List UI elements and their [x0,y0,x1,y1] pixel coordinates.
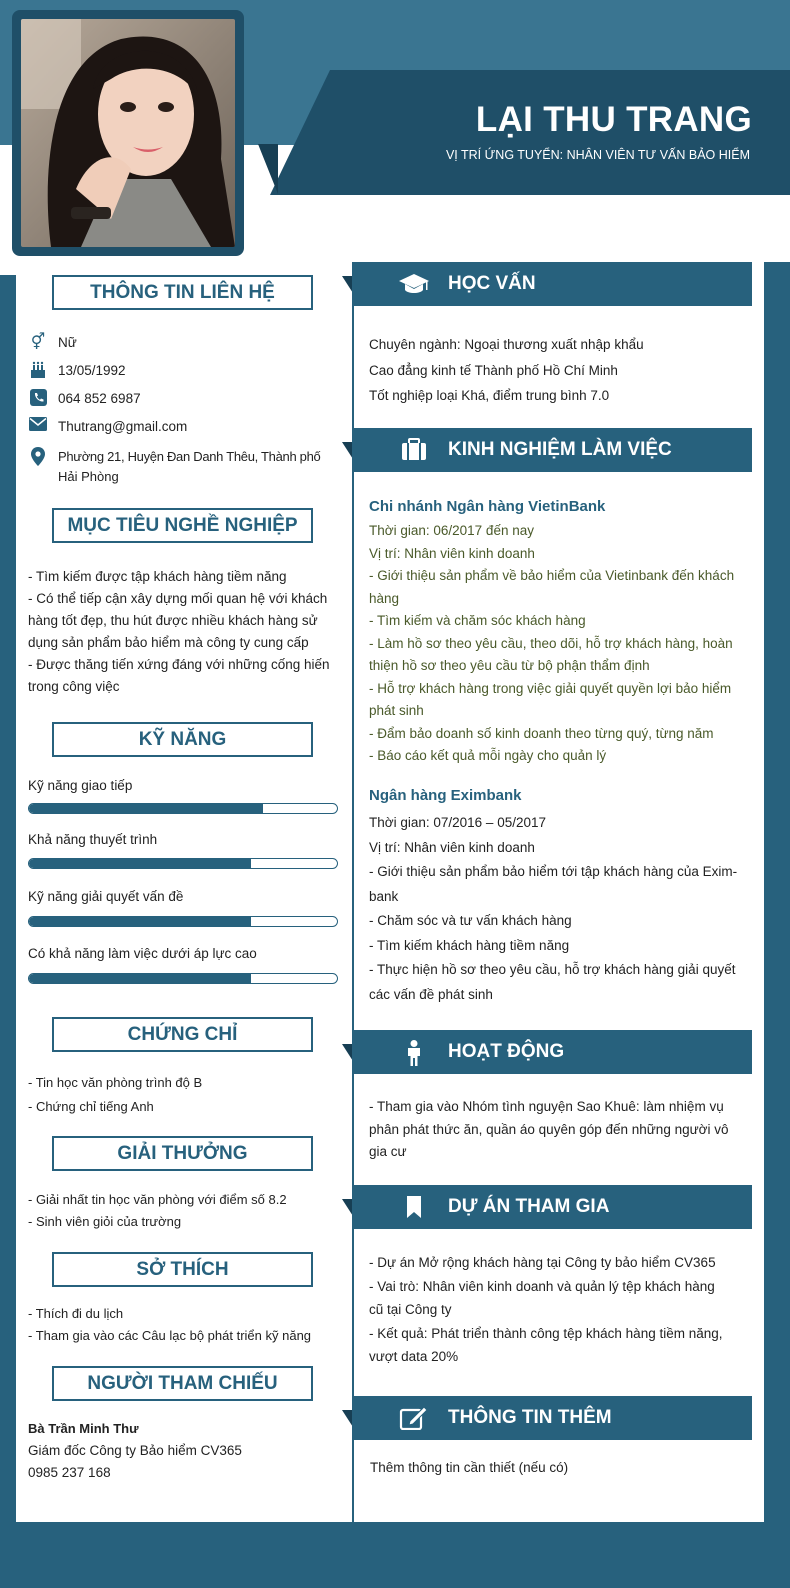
email-icon [28,417,48,437]
objective-line: hàng tốt đẹp, thu hút được nhiều khách hàng sử [28,613,318,628]
project-line: - Kết quả: Phát triển thành công tệp khách hàng tiềm năng, [369,1325,723,1341]
applied-position: VỊ TRÍ ỨNG TUYỂN: NHÂN VIÊN TƯ VẤN BẢO HIỂM [445,148,750,162]
job1-line: thiện hồ sơ theo yêu cầu từ bộ phận thẩm định [369,658,650,673]
project-line: - Dự án Mở rộng khách hàng tại Công ty bảo hiểm CV365 [369,1255,716,1270]
profile-photo-frame [12,10,244,256]
skill-label: Khả năng thuyết trình [28,832,158,847]
activity-line: gia cư [369,1144,407,1159]
job1-line: phát sinh [369,703,424,718]
address-line-2: Hải Phòng [58,469,119,484]
activities-header [352,1030,752,1074]
objective-line: - Có thể tiếp cận xây dựng mối quan hệ với khách [28,591,328,606]
hobby-item: - Tham gia vào các Câu lạc bộ phát triển kỹ năng [28,1328,312,1343]
gender-icon: ⚥ [30,334,46,351]
certificate-item: - Chứng chỉ tiếng Anh [28,1099,154,1114]
job1-line: - Làm hồ sơ theo yêu cầu, theo dõi, hỗ trợ khách hàng, hoàn [369,635,733,651]
project-line: - Vai trò: Nhân viên kinh doanh và quản lý tệp khách hàng [369,1278,715,1294]
job1-line: hàng [369,590,400,606]
job1-details [369,520,741,768]
graduation-cap-icon [398,272,430,296]
frame-right-inner [752,262,764,1522]
job2-line: - Giới thiệu sản phẩm bảo hiểm tới tập khách hàng của Exim- [369,864,738,879]
experience-heading: KINH NGHIỆM LÀM VIỆC [448,439,672,460]
activity-line: - Tham gia vào Nhóm tình nguyện Sao Khuê: làm nhiệm vụ [369,1099,724,1114]
hobbies-heading: SỞ THÍCH [52,1252,313,1287]
phone-icon [28,389,48,409]
profile-photo [21,19,235,247]
awards-list [28,1189,287,1233]
skill-bar [28,973,338,984]
certificates-list [28,1071,202,1119]
phone-value: 064 852 6987 [58,391,141,406]
frame-left [0,275,16,1588]
job1-line: - Hỗ trợ khách hàng trong việc giải quyết quyền lợi bảo hiểm [369,680,732,696]
education-heading: HỌC VẤN [448,273,536,294]
skill-bar-fill [29,804,263,813]
education-header [352,262,752,306]
skill-label: Kỹ năng giải quyết vấn đề [28,889,184,904]
job2-line: các vấn đề phát sinh [369,986,493,1002]
column-divider [352,300,354,1522]
reference-details [28,1418,242,1484]
reference-phone: 0985 237 168 [28,1465,111,1480]
skill-bar-fill [29,974,251,983]
job2-company: Ngân hàng Eximbank [369,787,522,804]
project-line: cũ tại Công ty [369,1302,452,1317]
skill-bar-fill [29,917,251,926]
email-value: Thutrang@gmail.com [58,419,188,434]
job2-line: - Tìm kiếm khách hàng tiềm năng [369,937,570,953]
birthday-value: 13/05/1992 [58,363,126,378]
frame-right [764,262,790,1588]
objective-line: trong công việc [28,679,120,694]
person-icon [398,1040,430,1064]
project-line: vượt data 20% [369,1349,459,1364]
job1-line: Vị trí: Nhân viên kinh doanh [369,545,535,561]
education-line: Tốt nghiệp loại Khá, điểm trung bình 7.0 [369,388,610,403]
job1-company: Chi nhánh Ngân hàng VietinBank [369,498,606,515]
education-details [369,332,644,409]
objective-heading: MỤC TIÊU NGHỀ NGHIỆP [52,508,313,543]
skill-bar [28,858,338,869]
certificates-heading: CHỨNG CHỈ [52,1017,313,1052]
award-item: - Sinh viên giỏi của trường [28,1214,182,1229]
job1-line: - Giới thiệu sản phẩm về bảo hiểm của Vietinbank đến khách [369,568,735,583]
skill-label: Có khả năng làm việc dưới áp lực cao [28,946,257,961]
gender-value: Nữ [58,335,77,350]
reference-heading: NGƯỜI THAM CHIẾU [52,1366,313,1401]
contact-heading: THÔNG TIN LIÊN HỆ [52,275,313,310]
activities-details [369,1096,741,1164]
activity-line: phân phát thức ăn, quần áo quyên góp đến những người vô [369,1121,729,1137]
job2-line: - Thực hiện hồ sơ theo yêu cầu, hỗ trợ khách hàng giải quyết [369,962,736,977]
job2-line: Thời gian: 07/2016 – 05/2017 [369,815,546,830]
objective-line: dụng sản phẩm bảo hiểm mà công ty cung cấp [28,635,309,650]
bookmark-icon [398,1195,430,1219]
projects-heading: DỰ ÁN THAM GIA [448,1196,610,1217]
objective-line: - Tìm kiếm được tập khách hàng tiềm năng [28,569,287,584]
job1-line: - Đẩm bảo doanh số kinh doanh theo từng quý, từng năm [369,725,714,741]
job1-line: - Báo cáo kết quả mỗi ngày cho quản lý [369,748,607,763]
candidate-name: LẠI THU TRANG [475,100,752,139]
extra-info-header [352,1396,752,1440]
job2-line: bank [369,888,399,904]
extra-info-text: Thêm thông tin cần thiết (nếu có) [370,1460,569,1475]
reference-name: Bà Trần Minh Thư [28,1421,139,1436]
address-line-1: Phường 21, Huyện Đan Danh Thêu, Thành phố [58,449,321,464]
awards-heading: GIẢI THƯỞNG [52,1136,313,1171]
objective-text [28,566,340,698]
education-line: Cao đẳng kinh tế Thành phố Hồ Chí Minh [369,362,618,378]
hobbies-list [28,1303,311,1347]
hobby-item: - Thích đi du lịch [28,1306,124,1321]
certificate-item: - Tin học văn phòng trình độ B [28,1075,203,1090]
reference-title: Giám đốc Công ty Bảo hiểm CV365 [28,1443,242,1458]
skills-heading: KỸ NĂNG [52,722,313,757]
banner-fold [258,144,278,194]
edit-note-icon [398,1406,430,1430]
projects-header [352,1185,752,1229]
job2-line: Vị trí: Nhân viên kinh doanh [369,839,535,855]
birthday-cake-icon [28,361,48,381]
experience-header [352,428,752,472]
skill-bar [28,916,338,927]
briefcase-icon [398,438,430,462]
frame-bottom [0,1522,790,1588]
activities-heading: HOẠT ĐỘNG [448,1041,565,1062]
skill-bar [28,803,338,814]
job2-line: - Chăm sóc và tư vấn khách hàng [369,913,572,928]
location-pin-icon [28,447,48,467]
skill-bar-fill [29,859,251,868]
job1-line: Thời gian: 06/2017 đến nay [369,523,534,538]
skill-label: Kỹ năng giao tiếp [28,778,133,793]
education-line: Chuyên ngành: Ngoại thương xuất nhập khẩu [369,337,644,352]
projects-details [369,1251,741,1369]
job2-details [369,811,741,1007]
job1-line: - Tìm kiếm và chăm sóc khách hàng [369,613,586,628]
objective-line: - Được thăng tiến xứng đáng với những cống hiến [28,657,330,672]
award-item: - Giải nhất tin học văn phòng với điểm số 8.2 [28,1192,287,1207]
extra-info-heading: THÔNG TIN THÊM [448,1407,612,1428]
